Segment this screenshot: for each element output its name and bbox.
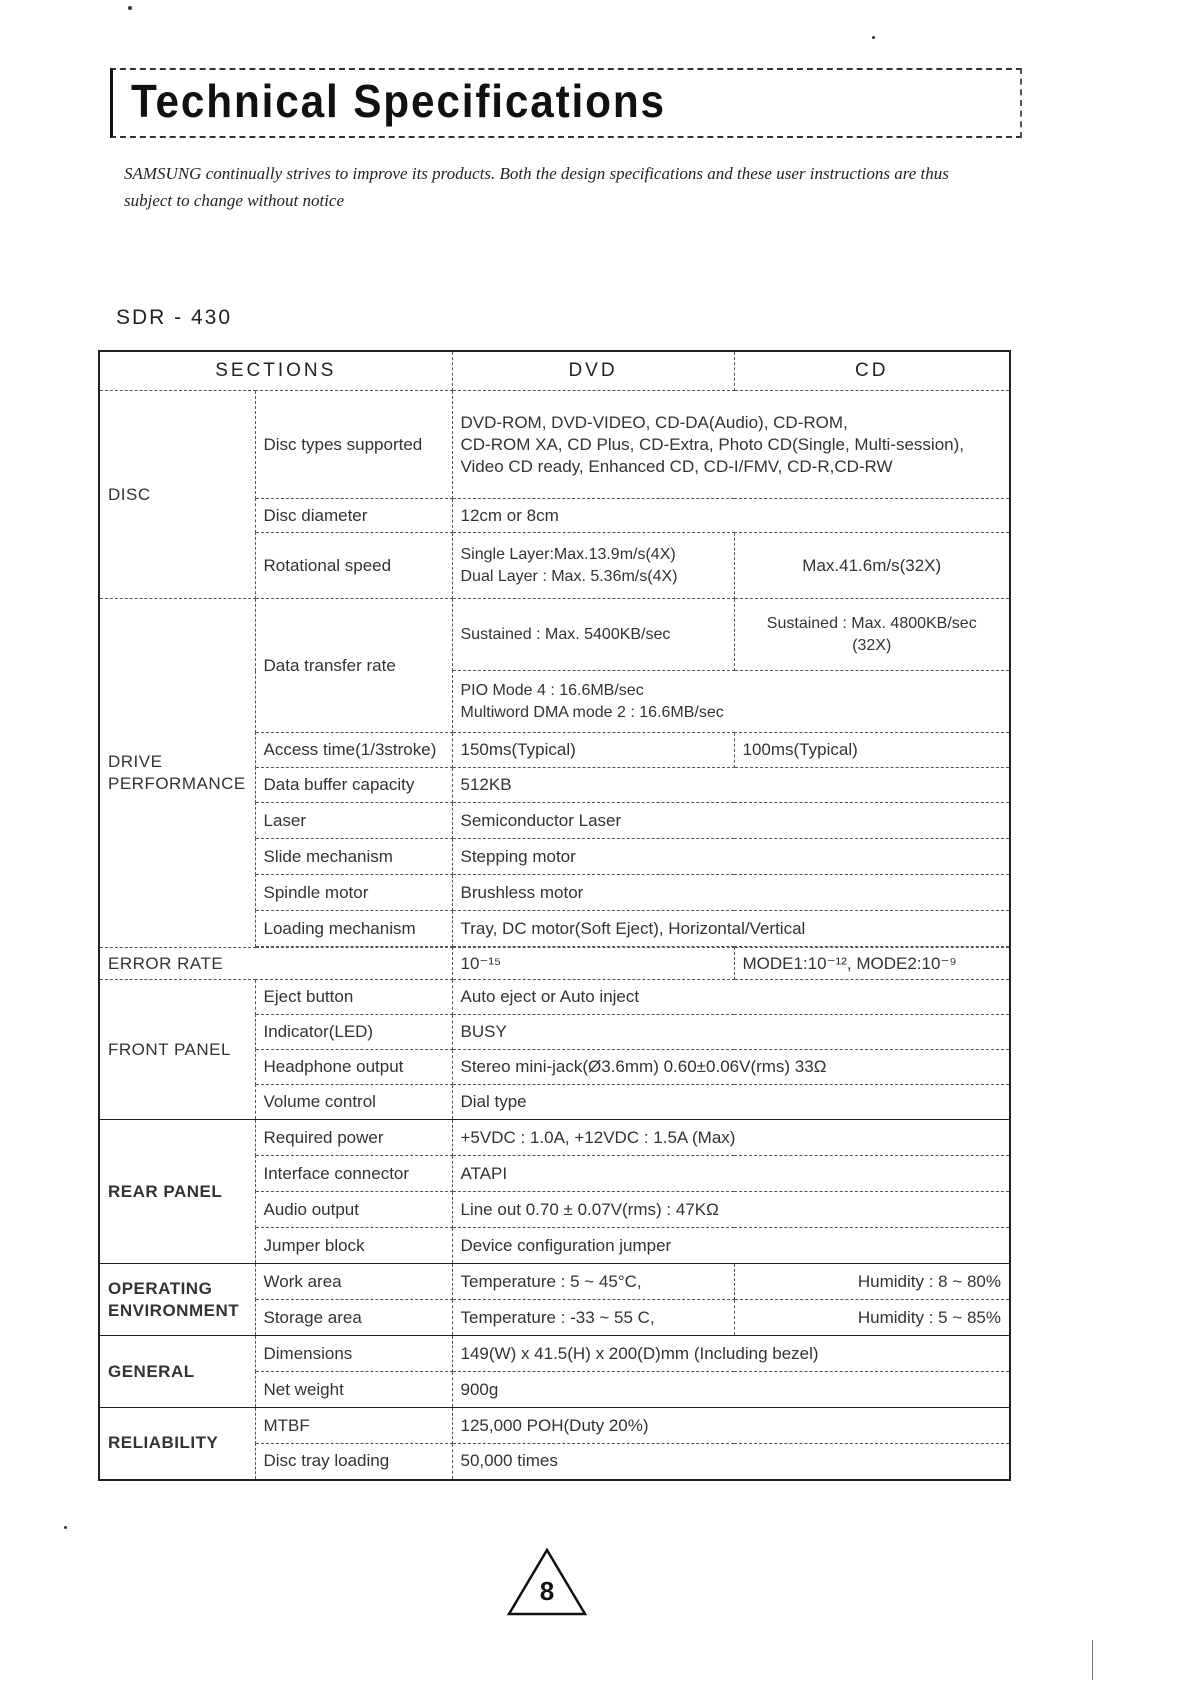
value-line: Video CD ready, Enhanced CD, CD-I/FMV, CD-R,CD-RW [460,456,893,476]
table-row [99,980,1010,1015]
value-laser: Semiconductor Laser [452,803,1010,839]
value-line: Multiword DMA mode 2 : 16.6MB/sec [460,703,724,721]
value-line: PIO Mode 4 : 16.6MB/sec [460,681,644,699]
value-indicator: BUSY [452,1015,1010,1050]
item-slide-mechanism: Slide mechanism [255,839,452,875]
item-data-buffer: Data buffer capacity [255,768,452,803]
header-sections: SECTIONS [99,351,452,391]
value-jumper-block: Device configuration jumper [452,1228,1010,1264]
value-slide-mechanism: Stepping motor [452,839,1010,875]
item-loading-mechanism: Loading mechanism [255,911,452,947]
value-headphone-output: Stereo mini-jack(Ø3.6mm) 0.60±0.06V(rms) 33Ω [452,1050,1010,1085]
section-rear-panel: REAR PANEL [99,1120,255,1264]
value-line: Dual Layer : Max. 5.36m/s(4X) [460,567,678,585]
value-volume-control: Dial type [452,1085,1010,1120]
value-work-humidity: Humidity : 8 ~ 80% [734,1264,1010,1300]
item-disc-diameter: Disc diameter [255,499,452,533]
value-spindle-motor: Brushless motor [452,875,1010,911]
item-spindle-motor: Spindle motor [255,875,452,911]
item-dimensions: Dimensions [255,1336,452,1372]
scan-speck [64,1526,67,1529]
table-row [99,1408,1010,1444]
value-storage-humidity: Humidity : 5 ~ 85% [734,1300,1010,1336]
table-row [99,948,1010,980]
value-mtbf: 125,000 POH(Duty 20%) [452,1408,1010,1444]
page-number: 8 [539,1576,555,1606]
scan-speck [128,6,132,10]
scan-speck [872,36,875,39]
table-row [99,1120,1010,1156]
item-interface-connector: Interface connector [255,1156,452,1192]
section-operating-environment [99,1264,255,1336]
value-error-dvd: 10⁻¹⁵ [452,948,734,980]
header-dvd: DVD [452,351,734,391]
title-frame [110,68,1022,138]
section-line: OPERATING [108,1278,213,1298]
header-cd: CD [734,351,1010,391]
table-row [99,391,1010,499]
value-line: CD-ROM XA, CD Plus, CD-Extra, Photo CD(Single, Multi-session), [460,434,965,454]
section-line: PERFORMANCE [108,774,246,793]
value-access-dvd: 150ms(Typical) [452,733,734,768]
item-net-weight: Net weight [255,1372,452,1408]
value-interface-connector: ATAPI [452,1156,1010,1192]
value-disc-tray-loading: 50,000 times [452,1444,1010,1480]
item-disc-tray-loading: Disc tray loading [255,1444,452,1480]
table-row [99,1264,1010,1300]
section-error-rate: ERROR RATE [99,948,452,980]
value-transfer-cd [734,599,1010,671]
value-error-cd: MODE1:10⁻¹², MODE2:10⁻⁹ [734,948,1010,980]
value-line: Sustained : Max. 4800KB/sec [766,614,977,632]
value-line: DVD-ROM, DVD-VIDEO, CD-DA(Audio), CD-ROM, [460,412,848,432]
item-laser: Laser [255,803,452,839]
section-disc: DISC [99,391,255,599]
item-jumper-block: Jumper block [255,1228,452,1264]
item-headphone-output: Headphone output [255,1050,452,1085]
section-general: GENERAL [99,1336,255,1408]
item-data-transfer-rate: Data transfer rate [255,599,452,733]
item-rotational-speed: Rotational speed [255,533,452,599]
section-drive-performance [99,599,255,948]
value-transfer-dvd: Sustained : Max. 5400KB/sec [452,599,734,671]
value-speed-dvd [452,533,734,599]
value-speed-cd: Max.41.6m/s(32X) [734,533,1010,599]
scan-edge-line [1092,1640,1093,1680]
value-access-cd: 100ms(Typical) [734,733,1010,768]
item-access-time: Access time(1/3stroke) [255,733,452,768]
table-row [99,1336,1010,1372]
section-front-panel: FRONT PANEL [99,980,255,1120]
item-indicator: Indicator(LED) [255,1015,452,1050]
value-work-temperature: Temperature : 5 ~ 45°C, [452,1264,734,1300]
value-audio-output: Line out 0.70 ± 0.07V(rms) : 47KΩ [452,1192,1010,1228]
item-storage-area: Storage area [255,1300,452,1336]
section-line: ENVIRONMENT [108,1300,240,1320]
item-work-area: Work area [255,1264,452,1300]
item-volume-control: Volume control [255,1085,452,1120]
page-number-badge [505,1546,589,1618]
page-title: Technical Specifications [131,75,666,127]
table-header-row [99,351,1010,391]
table-row [99,599,1010,671]
value-disc-types [452,391,1010,499]
value-storage-temperature: Temperature : -33 ~ 55 C, [452,1300,734,1336]
item-disc-types: Disc types supported [255,391,452,499]
item-mtbf: MTBF [255,1408,452,1444]
value-net-weight: 900g [452,1372,1010,1408]
value-transfer-modes [452,671,1010,733]
value-loading-mechanism: Tray, DC motor(Soft Eject), Horizontal/Vertical [452,911,1010,947]
spec-table [98,350,1011,1481]
item-required-power: Required power [255,1120,452,1156]
item-audio-output: Audio output [255,1192,452,1228]
value-dimensions: 149(W) x 41.5(H) x 200(D)mm (Including bezel) [452,1336,1010,1372]
value-line: Single Layer:Max.13.9m/s(4X) [460,545,676,563]
value-eject-button: Auto eject or Auto inject [452,980,1010,1015]
model-name: SDR - 430 [116,306,233,329]
section-reliability: RELIABILITY [99,1408,255,1480]
value-disc-diameter: 12cm or 8cm [452,499,1010,533]
item-eject-button: Eject button [255,980,452,1015]
value-data-buffer: 512KB [452,768,1010,803]
notice-text: SAMSUNG continually strives to improve its products. Both the design specifications and these user instructions are thus subject to change without notice [124,164,949,210]
value-required-power: +5VDC : 1.0A, +12VDC : 1.5A (Max) [452,1120,1010,1156]
value-line: (32X) [852,636,892,654]
section-line: DRIVE [108,752,163,771]
